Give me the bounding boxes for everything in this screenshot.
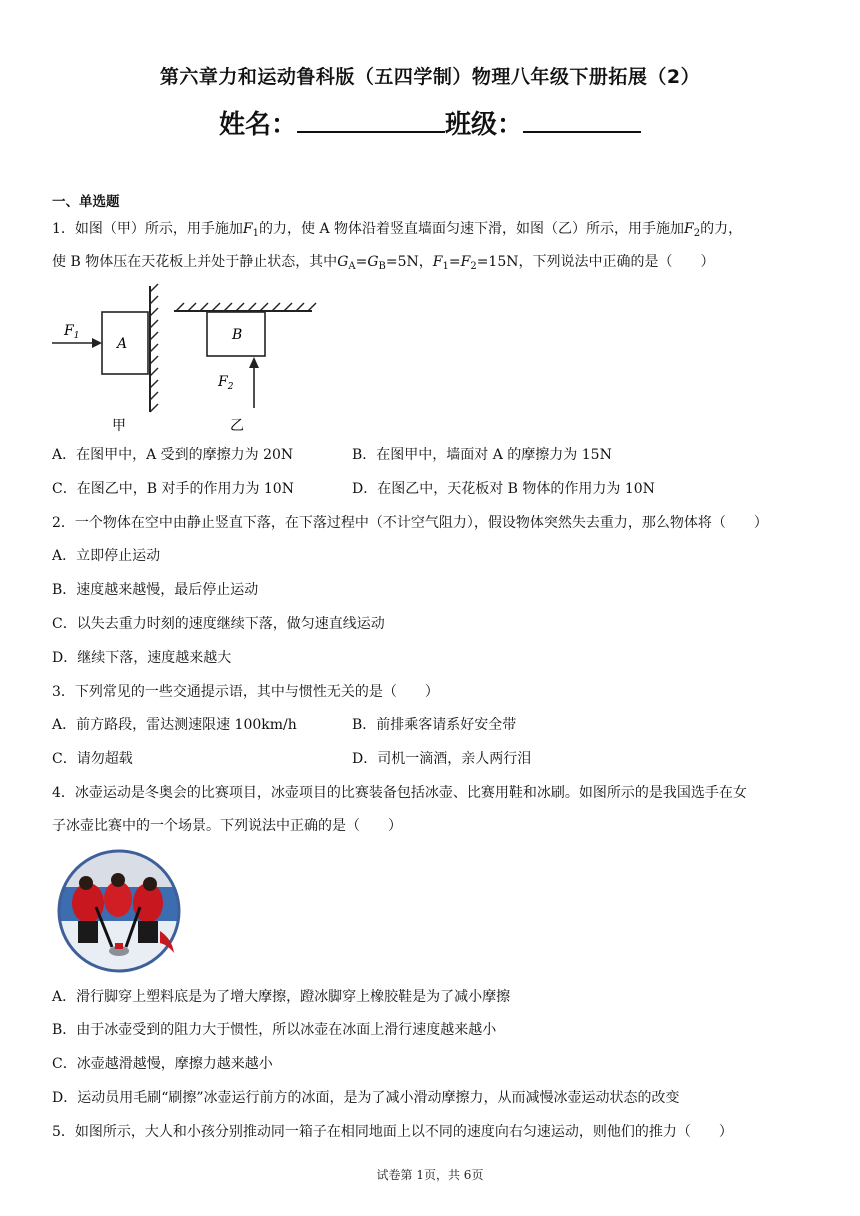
q4-option-c[interactable]: C．冰壶越滑越慢，摩擦力越来越小 — [52, 1056, 273, 1072]
q4-option-a[interactable]: A．滑行脚穿上塑料底是为了增大摩擦，蹬冰脚穿上橡胶鞋是为了减小摩擦 — [52, 989, 511, 1005]
q2-option-b[interactable]: B．速度越来越慢，最后停止运动 — [52, 582, 259, 598]
q4-stem-line1: 4．冰壶运动是冬奥会的比赛项目，冰壶项目的比赛装备包括冰壶、比赛用鞋和冰刷。如图所示的是我国选手在女 — [52, 785, 747, 801]
q2-option-c[interactable]: C．以失去重力时刻的速度继续下落，做匀速直线运动 — [52, 616, 385, 632]
q1-option-b[interactable]: B．在图甲中，墙面对 A 的摩擦力为 15N — [352, 447, 612, 463]
q3-option-a[interactable]: A．前方路段，雷达测速限速 100km/h — [52, 717, 297, 733]
force1-label: $F_1$ — [64, 323, 80, 341]
q2-option-d[interactable]: D．继续下落，速度越来越大 — [52, 650, 232, 666]
q2-option-a[interactable]: A．立即停止运动 — [52, 548, 161, 564]
f2-symbol: F — [684, 221, 694, 237]
page-footer: 试卷第 1页，共 6页 — [376, 1168, 484, 1182]
force2-label: $F_2$ — [218, 374, 234, 392]
q3-option-b[interactable]: B．前排乘客请系好安全带 — [352, 717, 517, 733]
q1-line1: 1．如图（甲）所示，用手施加$F_1$的力，使 A 物体沿着竖直墙面匀速下滑，如图（乙）所示，用手施加$F_2$的力， — [52, 221, 743, 239]
block-b-label: B — [232, 327, 243, 343]
q3-option-d[interactable]: D．司机一滴酒，亲人两行泪 — [352, 751, 532, 767]
name-class-bar — [0, 104, 860, 141]
class-blank[interactable] — [523, 105, 641, 133]
q4-option-d[interactable]: D．运动员用毛刷“刷擦”冰壶运行前方的冰面，是为了减小滑动摩擦力，从而减慢冰壶运动状态的改变 — [52, 1090, 680, 1106]
q4-option-b[interactable]: B．由于冰壶受到的阻力大于惯性，所以冰壶在冰面上滑行速度越来越小 — [52, 1022, 497, 1038]
q1-option-d[interactable]: D．在图乙中，天花板对 B 物体的作用力为 10N — [352, 481, 655, 497]
block-a-label: A — [117, 336, 128, 352]
q1-option-a[interactable]: A．在图甲中，A 受到的摩擦力为 20N — [52, 447, 294, 463]
caption-yi: 乙 — [230, 418, 244, 434]
name-blank[interactable] — [297, 105, 445, 133]
q3-stem: 3．下列常见的一些交通提示语，其中与惯性无关的是（ ） — [52, 684, 439, 700]
caption-jia: 甲 — [112, 418, 126, 434]
q4-stem-line2: 子冰壶比赛中的一个场景。下列说法中正确的是（ ） — [52, 818, 402, 834]
class-label: 班级： — [445, 110, 524, 140]
page-title: 第六章力和运动鲁科版（五四学制）物理八年级下册拓展（2） — [159, 66, 701, 88]
q1-option-c[interactable]: C．在图乙中，B 对手的作用力为 10N — [52, 481, 294, 497]
q5-stem: 5．如图所示，大人和小孩分别推动同一箱子在相同地面上以不同的速度向右匀速运动，则他们的推力（ ） — [52, 1124, 733, 1140]
q1-figure — [50, 280, 350, 440]
q2-stem: 2．一个物体在空中由静止竖直下落，在下落过程中（不计空气阻力），假设物体突然失去重力，那么物体将（ ） — [52, 515, 768, 531]
curling-photo — [56, 847, 182, 975]
q1-line2: 使 B 物体压在天花板上并处于静止状态，其中$G_A=G_B=5N$，$F_1=F_2=15N$，下列说法中正确的是（ ） — [52, 254, 715, 272]
name-label: 姓名： — [218, 110, 297, 140]
q3-option-c[interactable]: C．请勿超载 — [52, 751, 133, 767]
f1-symbol: F — [242, 221, 253, 237]
section-title: 一、单选题 — [52, 194, 120, 210]
